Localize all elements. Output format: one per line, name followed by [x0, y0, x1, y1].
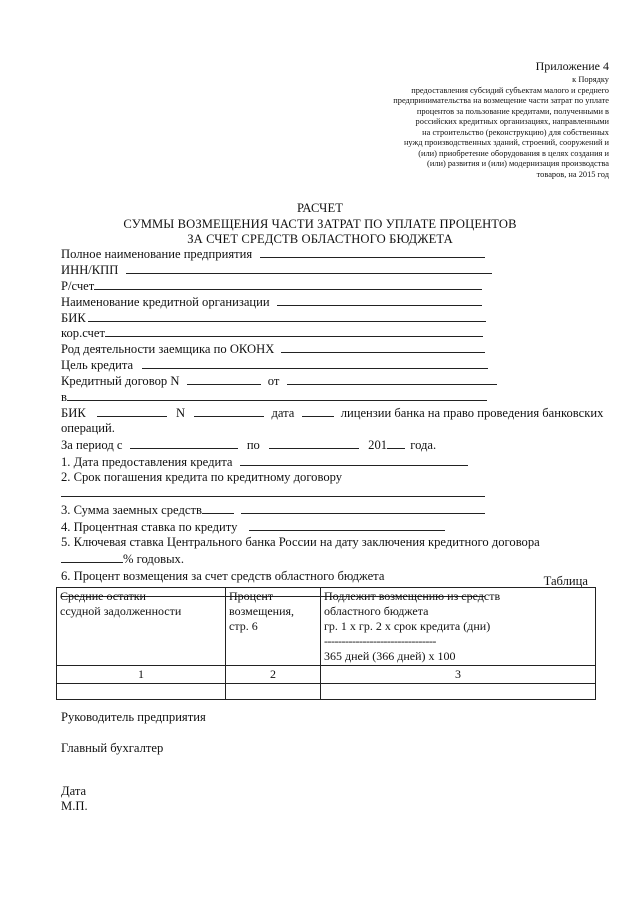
account-blank[interactable]	[94, 278, 482, 290]
purpose-blank[interactable]	[142, 357, 488, 369]
header-cell-reimbursement: Подлежит возмещению из средств областного бюджета гр. 1 х гр. 2 х срок кредита (дни) -------------------------------- 365 дней (366 дней) х 100	[321, 588, 596, 666]
appendix-line: нужд производственных зданий, строений, сооружений и	[403, 138, 609, 147]
bank-in-blank[interactable]	[67, 389, 487, 401]
field-item-5: 5. Ключевая ставка Центрального банка России на дату заключения кредитного договора	[61, 535, 540, 550]
bank-bik-blank[interactable]	[97, 405, 167, 417]
field-item-2-line	[61, 485, 606, 501]
bank-name-blank[interactable]	[277, 294, 482, 306]
license-number-blank[interactable]	[194, 405, 264, 417]
signature-director: Руководитель предприятия	[61, 710, 206, 724]
table-cell-blank[interactable]	[321, 684, 596, 700]
appendix-reference	[319, 75, 609, 180]
table-row	[57, 684, 596, 700]
table-cell-blank[interactable]	[226, 684, 321, 700]
document-title: РАСЧЕТ	[296, 201, 344, 215]
interest-rate-blank[interactable]	[249, 519, 445, 531]
field-company-name: Полное наименование предприятия	[61, 246, 606, 262]
appendix-title: Приложение 4	[535, 59, 609, 73]
appendix-line: на строительство (реконструкцию) для собственных	[422, 127, 609, 137]
period-from-blank[interactable]	[130, 437, 238, 449]
field-bik: БИК	[61, 310, 606, 326]
field-bank-license: БИК N дата лицензии банка на право проведения банковских	[61, 405, 604, 420]
appendix-line: предоставления субсидий субъектам малого и среднего	[411, 85, 609, 95]
document-subtitle-2: ЗА СЧЕТ СРЕДСТВ ОБЛАСТНОГО БЮДЖЕТА	[187, 232, 453, 246]
company-name-blank[interactable]	[260, 246, 485, 258]
field-period: За период с по 201 года.	[61, 437, 437, 452]
field-contract: Кредитный договор N от	[61, 373, 606, 389]
signature-date: Дата	[61, 784, 87, 798]
loan-amount-words-blank[interactable]	[241, 502, 485, 514]
table-cell-blank[interactable]	[57, 684, 226, 700]
calculation-form	[61, 246, 606, 601]
table-header-row	[57, 588, 596, 666]
field-purpose: Цель кредита	[61, 357, 606, 373]
document-subtitle-1: СУММЫ ВОЗМЕЩЕНИЯ ЧАСТИ ЗАТРАТ ПО УПЛАТЕ ПРОЦЕНТОВ	[123, 217, 517, 231]
field-item-1: 1. Дата предоставления кредита	[61, 454, 606, 470]
license-date-blank[interactable]	[302, 405, 334, 417]
year-blank[interactable]	[387, 437, 405, 449]
column-number-3: 3	[321, 666, 596, 684]
appendix-line: к Порядку	[572, 75, 609, 84]
appendix-line: (или) развития и (или) модернизация производства	[427, 159, 609, 168]
field-item-2: 2. Срок погашения кредита по кредитному договору	[61, 469, 343, 484]
appendix-line: товаров, на 2015 год	[536, 169, 609, 179]
appendix-line: российских кредитных организациях, направленными	[415, 117, 609, 126]
field-account: Р/счет	[61, 278, 606, 294]
table-caption: Таблица	[543, 574, 588, 588]
calculation-table	[56, 587, 596, 700]
field-item-4: 4. Процентная ставка по кредиту	[61, 519, 606, 535]
contract-number-blank[interactable]	[187, 373, 261, 385]
period-to-blank[interactable]	[269, 437, 359, 449]
key-rate-blank[interactable]	[61, 551, 123, 563]
loan-repayment-blank[interactable]	[61, 485, 485, 497]
header-cell-balances: Средние остатки ссудной задолженности	[57, 588, 226, 666]
loan-amount-blank[interactable]	[202, 502, 234, 514]
appendix-line: предпринимательства на возмещение части затрат по уплате	[393, 96, 609, 105]
corr-account-blank[interactable]	[105, 325, 483, 337]
field-item-6: 6. Процент возмещения за счет средств областного бюджета	[61, 569, 385, 584]
inn-blank[interactable]	[126, 262, 492, 274]
header-cell-percent: Процент возмещения, стр. 6	[226, 588, 321, 666]
field-bank-name: Наименование кредитной организации	[61, 294, 606, 310]
field-inn: ИНН/КПП	[61, 262, 606, 278]
column-number-2: 2	[226, 666, 321, 684]
okonh-blank[interactable]	[281, 341, 485, 353]
field-bank-in: в	[61, 389, 606, 405]
appendix-line: (или) приобретение оборудования в целях создания и	[418, 148, 609, 158]
signature-seal: М.П.	[61, 799, 88, 813]
signature-accountant: Главный бухгалтер	[61, 741, 164, 755]
loan-issue-date-blank[interactable]	[240, 454, 468, 466]
contract-date-blank[interactable]	[287, 373, 497, 385]
field-corr-account: кор.счет	[61, 325, 606, 341]
field-okonh: Род деятельности заемщика по ОКОНХ	[61, 341, 606, 357]
table-row	[57, 666, 596, 684]
field-item-3: 3. Сумма заемных средств	[61, 501, 606, 519]
appendix-line: процентов за пользование кредитами, полученными в	[416, 106, 609, 116]
field-item-5-line: % годовых.	[61, 551, 606, 567]
column-number-1: 1	[57, 666, 226, 684]
bik-blank[interactable]	[88, 310, 486, 322]
field-operations: операций.	[61, 420, 115, 435]
